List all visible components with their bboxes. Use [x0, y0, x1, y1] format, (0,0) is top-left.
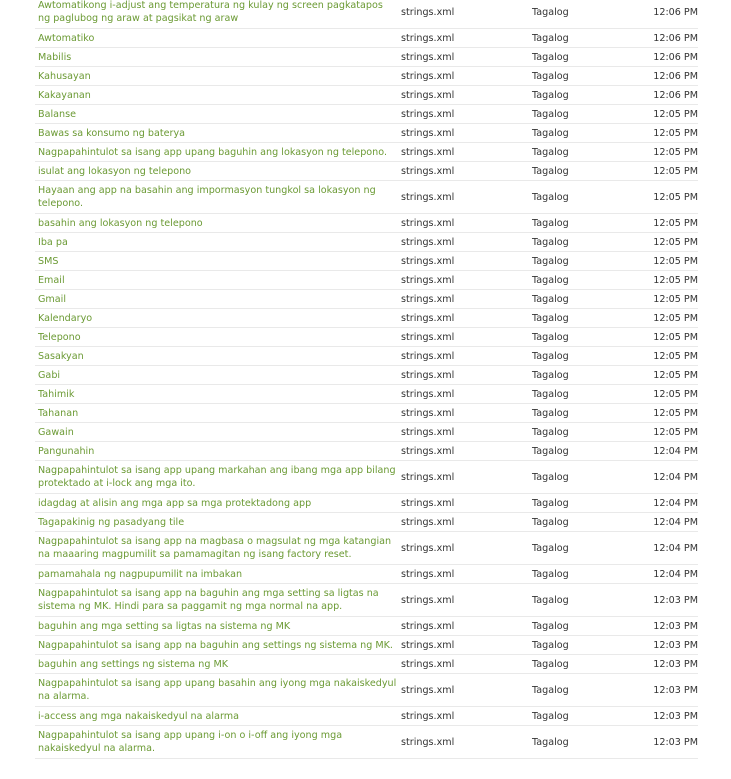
- file-name: strings.xml: [401, 684, 455, 696]
- timestamp: 12:05 PM: [653, 369, 698, 381]
- file-name: strings.xml: [401, 274, 455, 286]
- string-text-link[interactable]: SMS: [38, 255, 59, 267]
- table-row: [35, 181, 698, 214]
- timestamp: 12:03 PM: [653, 684, 698, 696]
- language: Tagalog: [532, 70, 569, 82]
- language: Tagalog: [532, 639, 569, 651]
- timestamp: 12:04 PM: [653, 516, 698, 528]
- table-row: [35, 442, 698, 461]
- language: Tagalog: [532, 658, 569, 670]
- language: Tagalog: [532, 32, 569, 44]
- language: Tagalog: [532, 369, 569, 381]
- string-text-link[interactable]: Sasakyan: [38, 350, 84, 362]
- string-text-link[interactable]: Tahimik: [38, 388, 75, 400]
- table-row: [35, 513, 698, 532]
- table-row: [35, 290, 698, 309]
- file-name: strings.xml: [401, 191, 455, 203]
- table-row: [35, 565, 698, 584]
- string-text-link[interactable]: Nagpapahintulot sa isang app na magbasa o magsulat ng mga katangian na maaaring magpumilit sa pamamagitan ng isang factory reset.: [38, 536, 392, 560]
- string-text-link[interactable]: Balanse: [38, 108, 76, 120]
- language: Tagalog: [532, 710, 569, 722]
- table-row: [35, 347, 698, 366]
- string-text-link[interactable]: basahin ang lokasyon ng telepono: [38, 217, 203, 229]
- string-text-link[interactable]: Tagapakinig ng pasadyang tile: [38, 516, 185, 528]
- string-text-link[interactable]: Email: [38, 274, 65, 286]
- timestamp: 12:04 PM: [653, 445, 698, 457]
- file-name: strings.xml: [401, 497, 455, 509]
- timestamp: 12:06 PM: [653, 51, 698, 63]
- table-row: [35, 29, 698, 48]
- timestamp: 12:03 PM: [653, 710, 698, 722]
- timestamp: 12:03 PM: [653, 736, 698, 748]
- timestamp: 12:03 PM: [653, 639, 698, 651]
- string-text-link[interactable]: Iba pa: [38, 236, 68, 248]
- language: Tagalog: [532, 165, 569, 177]
- table-row: [35, 532, 698, 565]
- table-row: [35, 309, 698, 328]
- file-name: strings.xml: [401, 568, 455, 580]
- table-row: [35, 233, 698, 252]
- timestamp: 12:05 PM: [653, 236, 698, 248]
- file-name: strings.xml: [401, 146, 455, 158]
- file-name: strings.xml: [401, 639, 455, 651]
- language: Tagalog: [532, 89, 569, 101]
- timestamp: 12:05 PM: [653, 312, 698, 324]
- file-name: strings.xml: [401, 127, 455, 139]
- string-text-link[interactable]: i-access ang mga nakaiskedyul na alarma: [38, 710, 239, 722]
- table-row: [35, 674, 698, 707]
- timestamp: 12:05 PM: [653, 293, 698, 305]
- language: Tagalog: [532, 471, 569, 483]
- table-row: [35, 423, 698, 442]
- table-row: [35, 162, 698, 181]
- table-row: [35, 584, 698, 617]
- string-text-link[interactable]: Bawas sa konsumo ng baterya: [38, 127, 186, 139]
- timestamp: 12:06 PM: [653, 89, 698, 101]
- string-text-link[interactable]: Pangunahin: [38, 445, 95, 457]
- language: Tagalog: [532, 146, 569, 158]
- file-name: strings.xml: [401, 471, 455, 483]
- timestamp: 12:06 PM: [653, 70, 698, 82]
- language: Tagalog: [532, 568, 569, 580]
- file-name: strings.xml: [401, 426, 455, 438]
- timestamp: 12:06 PM: [653, 6, 698, 18]
- string-text-link[interactable]: isulat ang lokasyon ng telepono: [38, 165, 192, 177]
- file-name: strings.xml: [401, 658, 455, 670]
- language: Tagalog: [532, 350, 569, 362]
- timestamp: 12:03 PM: [653, 620, 698, 632]
- file-name: strings.xml: [401, 165, 455, 177]
- table-row: [35, 0, 698, 29]
- table-row: [35, 366, 698, 385]
- string-text-link[interactable]: pamamahala ng nagpupumilit na imbakan: [38, 568, 243, 580]
- table-row: [35, 105, 698, 124]
- table-row: [35, 86, 698, 105]
- timestamp: 12:05 PM: [653, 108, 698, 120]
- file-name: strings.xml: [401, 594, 455, 606]
- timestamp: 12:05 PM: [653, 255, 698, 267]
- language: Tagalog: [532, 127, 569, 139]
- file-name: strings.xml: [401, 710, 455, 722]
- string-text-link[interactable]: Kakayanan: [38, 89, 91, 101]
- file-name: strings.xml: [401, 312, 455, 324]
- language: Tagalog: [532, 274, 569, 286]
- language: Tagalog: [532, 445, 569, 457]
- language: Tagalog: [532, 6, 569, 18]
- file-name: strings.xml: [401, 331, 455, 343]
- string-text-link[interactable]: Gawain: [38, 426, 74, 438]
- string-text-link[interactable]: Telepono: [38, 331, 81, 343]
- timestamp: 12:03 PM: [653, 658, 698, 670]
- file-name: strings.xml: [401, 350, 455, 362]
- language: Tagalog: [532, 594, 569, 606]
- file-name: strings.xml: [401, 516, 455, 528]
- language: Tagalog: [532, 497, 569, 509]
- file-name: strings.xml: [401, 407, 455, 419]
- language: Tagalog: [532, 236, 569, 248]
- timestamp: 12:06 PM: [653, 32, 698, 44]
- timestamp: 12:05 PM: [653, 217, 698, 229]
- string-text-link[interactable]: Kahusayan: [38, 70, 91, 82]
- file-name: strings.xml: [401, 620, 455, 632]
- file-name: strings.xml: [401, 108, 455, 120]
- language: Tagalog: [532, 426, 569, 438]
- file-name: strings.xml: [401, 388, 455, 400]
- table-row: [35, 385, 698, 404]
- timestamp: 12:05 PM: [653, 388, 698, 400]
- timestamp: 12:03 PM: [653, 594, 698, 606]
- string-text-link[interactable]: Awtomatiko: [38, 32, 95, 44]
- language: Tagalog: [532, 407, 569, 419]
- timestamp: 12:05 PM: [653, 350, 698, 362]
- language: Tagalog: [532, 388, 569, 400]
- string-text-link[interactable]: Tahanan: [38, 407, 79, 419]
- file-name: strings.xml: [401, 255, 455, 267]
- string-text-link[interactable]: baguhin ang settings ng sistema ng MK: [38, 658, 229, 670]
- string-text-link[interactable]: Hayaan ang app na basahin ang impormasyon tungkol sa lokasyon ng telepono.: [38, 185, 376, 209]
- string-text-link[interactable]: baguhin ang mga setting sa ligtas na sistema ng MK: [38, 620, 291, 632]
- language: Tagalog: [532, 255, 569, 267]
- file-name: strings.xml: [401, 236, 455, 248]
- string-text-link[interactable]: Gabi: [38, 369, 61, 381]
- file-name: strings.xml: [401, 32, 455, 44]
- file-name: strings.xml: [401, 217, 455, 229]
- table-row: [35, 328, 698, 347]
- language: Tagalog: [532, 108, 569, 120]
- table-row: [35, 271, 698, 290]
- table-row: [35, 617, 698, 636]
- file-name: strings.xml: [401, 736, 455, 748]
- string-text-link[interactable]: idagdag at alisin ang mga app sa mga protektadong app: [38, 497, 312, 509]
- file-name: strings.xml: [401, 445, 455, 457]
- timestamp: 12:05 PM: [653, 146, 698, 158]
- timestamp: 12:05 PM: [653, 331, 698, 343]
- table-row: [35, 636, 698, 655]
- table-row: [35, 48, 698, 67]
- table-row: [35, 143, 698, 162]
- table-row: [35, 214, 698, 233]
- string-text-link[interactable]: Nagpapahintulot sa isang app na baguhin ang mga setting sa ligtas na sistema ng MK. Hindi para sa paggamit ng mga normal na app.: [38, 588, 379, 612]
- table-row: [35, 252, 698, 271]
- language: Tagalog: [532, 331, 569, 343]
- string-text-link[interactable]: Nagpapahintulot sa isang app upang markahan ang ibang mga app bilang protektado at i-lock ang mga ito.: [38, 465, 396, 489]
- file-name: strings.xml: [401, 542, 455, 554]
- file-name: strings.xml: [401, 6, 455, 18]
- table-row: [35, 404, 698, 423]
- timestamp: 12:05 PM: [653, 274, 698, 286]
- timestamp: 12:04 PM: [653, 471, 698, 483]
- file-name: strings.xml: [401, 51, 455, 63]
- language: Tagalog: [532, 620, 569, 632]
- table-row: [35, 726, 698, 759]
- table-row: [35, 461, 698, 494]
- timestamp: 12:04 PM: [653, 542, 698, 554]
- timestamp: 12:05 PM: [653, 407, 698, 419]
- table-row: [35, 494, 698, 513]
- string-text-link[interactable]: Awtomatikong i-adjust ang temperatura ng kulay ng screen pagkatapos ng paglubog ng araw at pagsikat ng araw: [38, 0, 383, 24]
- timestamp: 12:05 PM: [653, 191, 698, 203]
- language: Tagalog: [532, 191, 569, 203]
- language: Tagalog: [532, 217, 569, 229]
- string-text-link[interactable]: Mabilis: [38, 51, 72, 63]
- string-text-link[interactable]: Gmail: [38, 293, 66, 305]
- string-text-link[interactable]: Nagpapahintulot sa isang app upang i-on o i-off ang iyong mga nakaiskedyul na alarma.: [38, 730, 343, 754]
- string-text-link[interactable]: Kalendaryo: [38, 312, 93, 324]
- table-row: [35, 707, 698, 726]
- table-row: [35, 124, 698, 143]
- language: Tagalog: [532, 312, 569, 324]
- timestamp: 12:05 PM: [653, 127, 698, 139]
- timestamp: 12:05 PM: [653, 426, 698, 438]
- language: Tagalog: [532, 293, 569, 305]
- timestamp: 12:04 PM: [653, 568, 698, 580]
- language: Tagalog: [532, 684, 569, 696]
- file-name: strings.xml: [401, 293, 455, 305]
- timestamp: 12:04 PM: [653, 497, 698, 509]
- timestamp: 12:05 PM: [653, 165, 698, 177]
- language: Tagalog: [532, 542, 569, 554]
- file-name: strings.xml: [401, 369, 455, 381]
- language: Tagalog: [532, 51, 569, 63]
- language: Tagalog: [532, 516, 569, 528]
- file-name: strings.xml: [401, 70, 455, 82]
- table-row: [35, 67, 698, 86]
- string-history-table: [35, 0, 698, 759]
- string-text-link[interactable]: Nagpapahintulot sa isang app upang baguhin ang lokasyon ng telepono.: [38, 146, 387, 158]
- language: Tagalog: [532, 736, 569, 748]
- string-text-link[interactable]: Nagpapahintulot sa isang app na baguhin ang settings ng sistema ng MK.: [38, 639, 393, 651]
- file-name: strings.xml: [401, 89, 455, 101]
- table-row: [35, 655, 698, 674]
- string-text-link[interactable]: Nagpapahintulot sa isang app upang basahin ang iyong mga nakaiskedyul na alarma.: [38, 678, 397, 702]
